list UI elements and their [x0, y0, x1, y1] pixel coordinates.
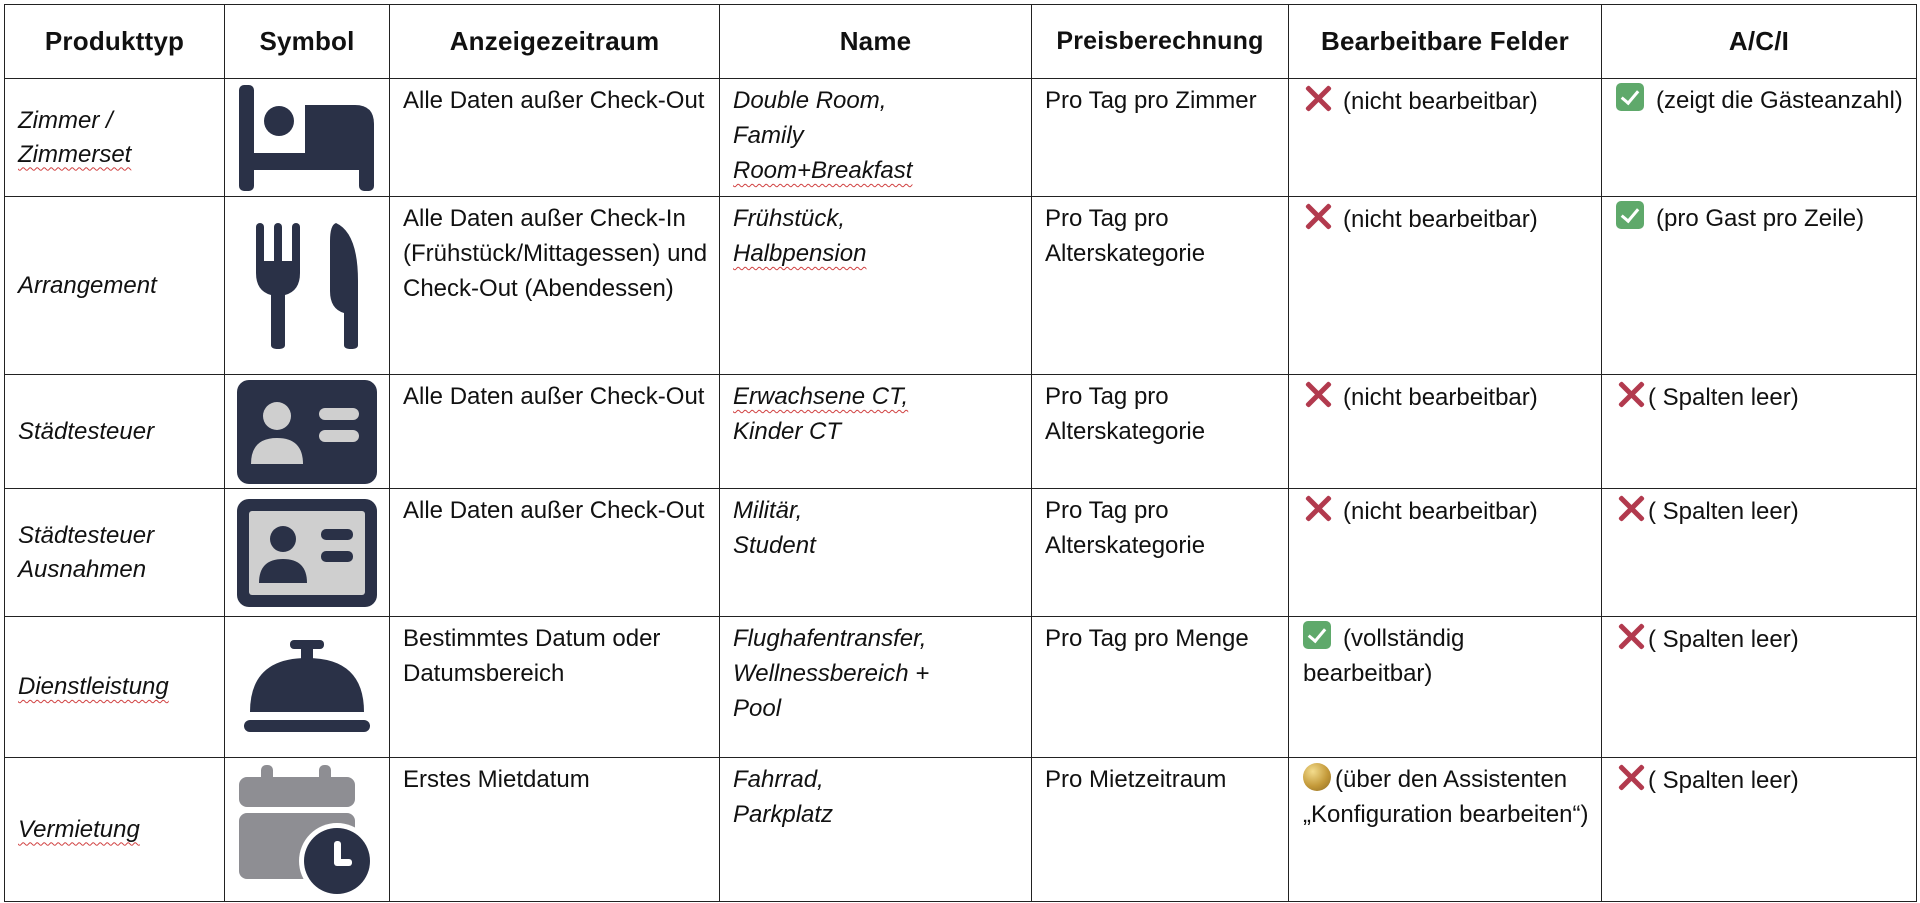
symbol-cell [225, 375, 390, 489]
aci-cell [1602, 79, 1917, 197]
product-type-line: Ausnahmen [18, 555, 147, 583]
editable-fields-text: (nicht bearbeitbar) [1343, 384, 1538, 411]
display-period-cell: Bestimmtes Datum oder Datumsbereich [390, 617, 720, 758]
pricing-cell: Pro Tag pro Alterskategorie [1032, 489, 1289, 617]
name-line: Frühstück, [733, 205, 846, 232]
aci-cell [1602, 197, 1917, 375]
editable-fields-text: (nicht bearbeitbar) [1343, 498, 1538, 525]
display-period-cell: Alle Daten außer Check-Out [390, 79, 720, 197]
table-row [5, 197, 1917, 375]
display-period-cell: Alle Daten außer Check-Out [390, 375, 720, 489]
product-type-cell [5, 197, 225, 375]
fork-knife-icon [252, 221, 362, 351]
product-type-cell [5, 758, 225, 902]
table-row [5, 758, 1917, 902]
symbol-cell [225, 489, 390, 617]
symbol-cell [225, 758, 390, 902]
name-line: Militär, [733, 497, 803, 524]
header-pricing: Preisberechnung [1032, 5, 1289, 79]
table-row [5, 375, 1917, 489]
name-line: Fahrrad, [733, 766, 824, 793]
product-type-line: Dienstleistung [18, 673, 169, 700]
pricing-cell: Pro Tag pro Menge [1032, 617, 1289, 758]
name-cell [720, 375, 1032, 489]
header-row [5, 5, 1917, 79]
name-line: Erwachsene CT, [733, 383, 909, 410]
header-editable-fields: Bearbeitbare Felder [1289, 5, 1602, 79]
cross-icon [1616, 493, 1646, 523]
aci-text: ( Spalten leer) [1648, 626, 1799, 653]
name-line: Double Room, [733, 87, 887, 114]
aci-cell [1602, 375, 1917, 489]
product-type-line: Städtesteuer [18, 521, 155, 549]
display-period-cell: Alle Daten außer Check-Out [390, 489, 720, 617]
name-cell [720, 489, 1032, 617]
editable-fields-text: (vollständig bearbeitbar) [1303, 625, 1465, 687]
name-line: Kinder CT [733, 418, 842, 445]
name-line: Parkplatz [733, 801, 834, 828]
pricing-cell: Pro Tag pro Alterskategorie [1032, 197, 1289, 375]
name-line: Flughafentransfer, [733, 625, 927, 652]
name-line: Halbpension [733, 240, 867, 267]
editable-fields-cell [1289, 489, 1602, 617]
aci-cell [1602, 617, 1917, 758]
aci-cell [1602, 489, 1917, 617]
editable-fields-cell [1289, 197, 1602, 375]
product-type-line: Städtesteuer [18, 417, 155, 445]
header-name: Name [720, 5, 1032, 79]
symbol-cell [225, 79, 390, 197]
aci-cell [1602, 758, 1917, 902]
cross-icon [1303, 201, 1333, 231]
editable-fields-cell [1289, 375, 1602, 489]
editable-fields-text: (nicht bearbeitbar) [1343, 88, 1538, 115]
name-line: Family [733, 122, 804, 149]
pricing-cell: Pro Tag pro Zimmer [1032, 79, 1289, 197]
editable-fields-text: (über den Assistenten „Konfiguration bearbeiten“) [1303, 766, 1589, 828]
aci-text: ( Spalten leer) [1648, 767, 1799, 794]
aci-text: ( Spalten leer) [1648, 498, 1799, 525]
name-line: Pool [733, 695, 782, 722]
cross-icon [1616, 621, 1646, 651]
product-type-line: Vermietung [18, 815, 140, 843]
name-line: Room+Breakfast [733, 157, 913, 184]
name-cell [720, 758, 1032, 902]
editable-fields-cell [1289, 617, 1602, 758]
product-types-table [4, 4, 1917, 902]
cross-icon [1616, 762, 1646, 792]
coin-icon [1303, 763, 1331, 791]
id-card-outline-icon [235, 497, 379, 609]
display-period-cell: Alle Daten außer Check-In (Frühstück/Mittagessen) und Check-Out (Abendessen) [390, 197, 720, 375]
calendar-clock-icon [237, 763, 377, 897]
bed-icon [237, 83, 377, 193]
product-type-cell [5, 79, 225, 197]
name-line: Wellnessbereich + [733, 660, 930, 687]
name-cell [720, 79, 1032, 197]
cross-icon [1303, 493, 1333, 523]
editable-fields-cell [1289, 79, 1602, 197]
check-icon [1303, 621, 1331, 649]
product-type-line: Arrangement [18, 271, 157, 299]
product-type-line: Zimmerset [18, 140, 132, 168]
header-product-type: Produkttyp [5, 5, 225, 79]
aci-text: (pro Gast pro Zeile) [1656, 205, 1865, 232]
editable-fields-text: (nicht bearbeitbar) [1343, 206, 1538, 233]
table-row [5, 79, 1917, 197]
service-bell-icon [242, 638, 372, 736]
symbol-cell [225, 197, 390, 375]
header-aci: A/C/I [1602, 5, 1917, 79]
name-cell [720, 197, 1032, 375]
pricing-cell: Pro Mietzeitraum [1032, 758, 1289, 902]
product-type-cell [5, 375, 225, 489]
aci-text: (zeigt die Gästeanzahl) [1656, 87, 1903, 114]
aci-text: ( Spalten leer) [1648, 384, 1799, 411]
check-icon [1616, 201, 1644, 229]
header-display-period: Anzeigezeitraum [390, 5, 720, 79]
product-type-line: Zimmer / [18, 106, 113, 134]
name-cell [720, 617, 1032, 758]
id-card-icon [235, 378, 379, 486]
product-table-document [4, 4, 1916, 899]
cross-icon [1303, 83, 1333, 113]
pricing-cell: Pro Tag pro Alterskategorie [1032, 375, 1289, 489]
editable-fields-cell [1289, 758, 1602, 902]
name-line: Student [733, 532, 816, 559]
table-row [5, 617, 1917, 758]
symbol-cell [225, 617, 390, 758]
product-type-cell [5, 489, 225, 617]
display-period-cell: Erstes Mietdatum [390, 758, 720, 902]
product-type-cell [5, 617, 225, 758]
cross-icon [1616, 379, 1646, 409]
cross-icon [1303, 379, 1333, 409]
header-symbol: Symbol [225, 5, 390, 79]
table-row [5, 489, 1917, 617]
check-icon [1616, 83, 1644, 111]
